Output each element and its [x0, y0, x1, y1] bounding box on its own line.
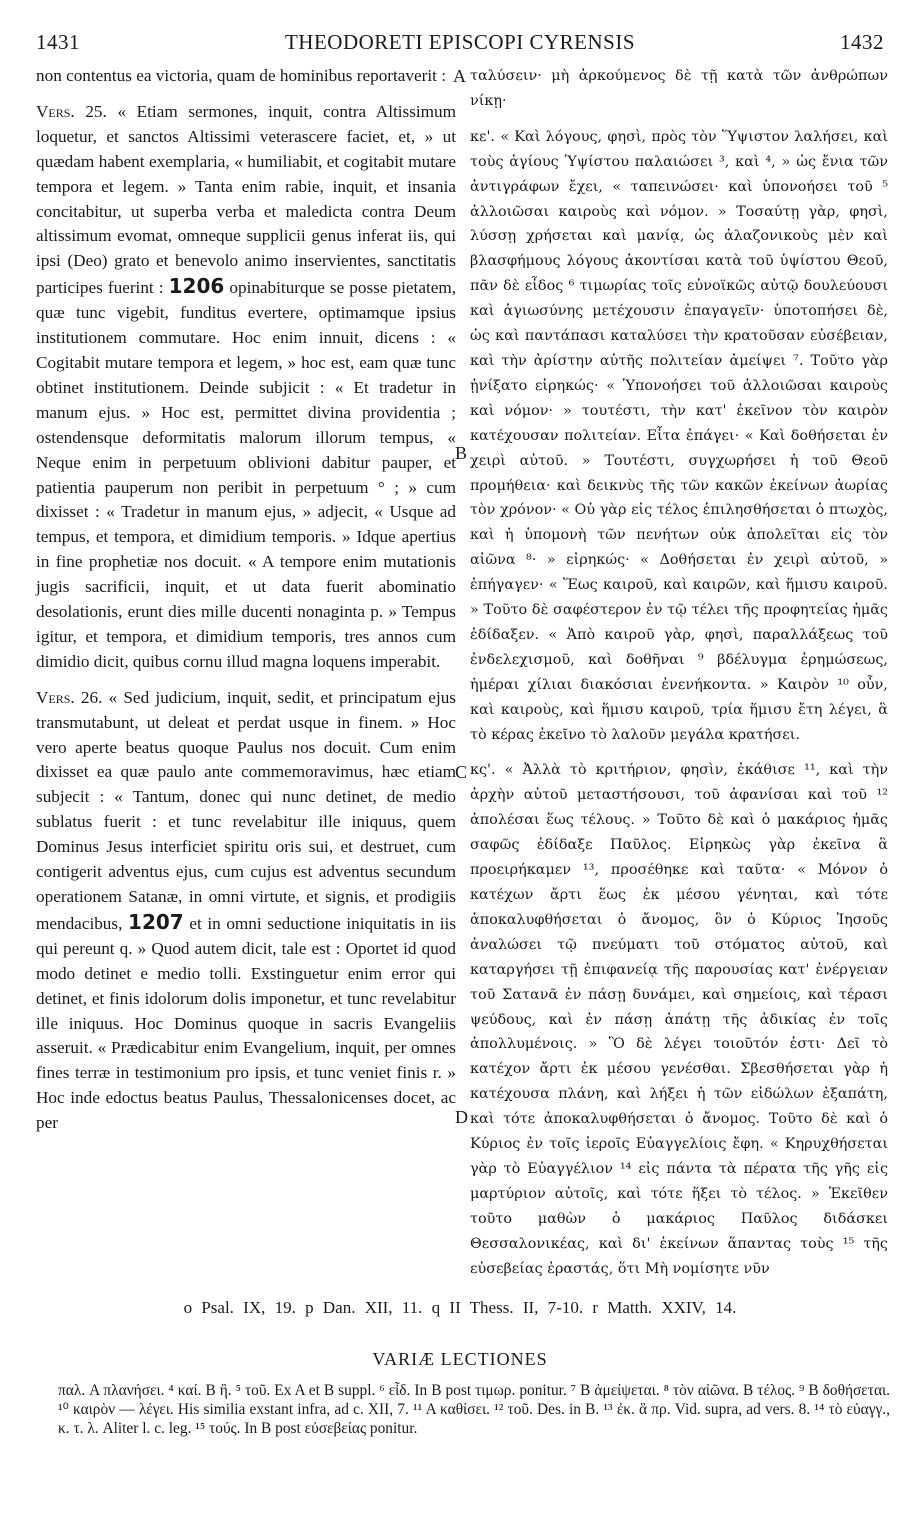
margin-marker-a: A: [453, 66, 466, 86]
right-page-number: 1432: [840, 30, 884, 54]
scripture-footnotes: o Psal. IX, 19. p Dan. XII, 11. q II Thess. II, 7-10. r Matth. XXIV, 14.: [183, 1298, 737, 1317]
greek-paragraph-verse-25: κε'. « Καὶ λόγους, φησὶ, πρὸς τὸν Ὕψιστον λαλήσει, καὶ τοὺς ἁγίους Ὑψίστου παλαιώσει ³, καὶ ⁴, » ὡς ἔνια τῶν ἀντιγράφων ἔχει, « ταπεινώσει· καὶ ὑπονοήσει τοῦ ⁵ ἀλλοιῶσαι καιροὺς καὶ νόμον. » Τοσαύτῃ γὰρ, φησὶ, λύσσῃ χρήσεται καὶ μανίᾳ, ὡς ἀλαζονικοὺς μὲν καὶ βλασφήμους λόγους ἀκοντίσαι κατὰ τοῦ ὑψίστου Θεοῦ, πᾶν δὲ εἶδος ⁶ τιμωρίας τοῖς εὐνοϊκῶς αὐτῷ δουλεύουσι καὶ ἁγιωσύνης μετέχουσιν ἐπαγαγεῖν· ὑποτοπήσει δὲ, ὡς καὶ παντάπασι καταλύσει τὴν κρατοῦσαν εὐσέβειαν, καὶ τὴν ἀρίστην αὐτῆς πολιτείαν ἀμείψει ⁷. Τοῦτο γὰρ ᾐνίξατο εἰρηκώς· « Ὑπονοήσει τοῦ ἀλλοιῶσαι καιροὺς καὶ νόμον· » τουτέστι, τὴν κατ' ἐκεῖνον τὸν καιρὸν κατέχουσαν πολιτείαν. Εἶτα ἐπάγει· « Καὶ δοθήσεται ἐν χειρὶ αὐτοῦ. » Τουτέστι, συγχωρήσει ἡ τοῦ Θεοῦ προμήθεια· καὶ δεικνὺς τῆς τῶν κακῶν ἐκείνων ἀωρίας τὸν χρόνον· « Οὐ γὰρ εἰς τέλος ἐπιλησθήσεται ὁ πτωχὸς, καὶ ἡ ὑπομονὴ τῶν πενήτων οὐκ ἀπολεῖται εἰς τὸν αἰῶνα ⁸· » εἰρηκώς· « Δοθήσεται ἐν χειρὶ αὐτοῦ, » ἐπήγαγεν· « Ἕως καιροῦ, καὶ καιρῶν, καὶ ἥμισυ καιροῦ. » Τοῦτο δὲ σαφέστερον ἐν τῷ τέλει τῆς προφητείας ἡμᾶς ἐδίδαξεν. « Ἀπὸ καιροῦ γὰρ, φησὶ, παραλλάξεως τοῦ ἐνδελεχισμοῦ, καὶ δοθῆναι ⁹ βδέλυγμα ἐρημώσεως, ἡμέραι χίλιαι διακόσιαι ἐνενήκοντα. » Καιρὸν ¹⁰ οὖν, καὶ καιροὺς, καὶ ἥμισυ καιροῦ, τρία ἥμισυ ἔτη λέγει, ἃ τὸ κέρας ἐκεῖνο τὸ λαλοῦν μεγάλα κρατήσει.: [470, 128, 888, 743]
left-page-number: 1431: [36, 30, 80, 54]
greek-paragraph-1: ταλύσειν· μὴ ἀρκούμενος δὲ τῇ κατὰ τῶν ἀνθρώπων νίκῃ·: [470, 68, 888, 109]
greek-column: [470, 64, 888, 1282]
variae-lectiones-text: παλ. A πλανήσει. ⁴ καί. B ἢ. ⁵ τοῦ. Ex A et B suppl. ⁶ εἶδ. In B post τιμωρ. ponitur. ⁷ B ἀμείψεται. ⁸ τὸν αἰῶνα. B τέλος. ⁹ B δοθήσεται. ¹⁰ καιρὸν — λέγει. His similia exstant infra, ad c. XII, 7. ¹¹ A καθίσει. ¹² τοῦ. Des. in B. ¹³ ἐκ. ἃ πρ. Vid. supra, ad vers. 8. ¹⁴ τὸ εὐαγγ., κ. τ. λ. Aliter l. c. leg. ¹⁵ τούς. In B post εὐσεβείας ponitur.: [58, 1382, 890, 1437]
running-title: THEODORETI EPISCOPI CYRENSIS: [284, 30, 636, 54]
margin-marker-c: C: [455, 762, 468, 782]
variae-lectiones-title: VARIÆ LECTIONES: [372, 1349, 548, 1369]
verse-label: Vers. 26.: [36, 687, 103, 707]
latin-paragraph-1: [36, 64, 456, 89]
latin-text: « Sed judicium, inquit, sedit, et principatum ejus transmutabunt, ut deleat et perdat usque in finem. » Hoc vero aperte beatus quoque Paulus nos docuit. Cum enim dixisset ea quæ paulo ante commemoravimus, hæc etiam subjecit : « Tantum, donec qui nunc detinet, de medio sublatus fuerit : et tunc revelabitur ille iniquus, quem Dominus Jesus interficiet spiritu oris sui, et destruet, cum contigerit adventus ejus, cum cujus est adventus secundum operationem Satanæ, in omni virtute, et signis, et prodigiis mendacibus,: [36, 687, 456, 933]
latin-paragraph-verse-25: [36, 100, 456, 675]
greek-paragraph-verse-26: κς'. « Ἀλλὰ τὸ κριτήριον, φησὶν, ἐκάθισε ¹¹, καὶ τὴν ἀρχὴν αὐτοῦ μεταστήσουσι, τοῦ ἀφανίσαι καὶ τοῦ ¹² ἀπολέσαι ἕως τέλους. » Τοῦτο δὲ καὶ ὁ μακάριος ἡμᾶς σαφῶς ἐδίδαξε Παῦλος. Εἰρηκὼς γὰρ ἐκεῖνα ἃ προειρήκαμεν ¹³, προσέθηκε καὶ ταῦτα· « Μόνον ὁ κατέχων ἄρτι ἕως ἐκ μέσου γένηται, καὶ τότε ἀποκαλυφθήσεται ὁ ἄνομος, ὃν ὁ Κύριος Ἰησοῦς ἀναλώσει τῷ πνεύματι τοῦ στόματος αὐτοῦ, καὶ καταργήσει τῇ ἐπιφανείᾳ τῆς παρουσίας κατ' ἐνέργειαν τοῦ Σατανᾶ ἐν πάσῃ δυνάμει, καὶ σημείοις, καὶ τέρασι ψεύδους, καὶ ἐν πάσῃ ἀπάτῃ τῆς ἀδικίας ἐν τοῖς ἀπολλυμένοις. » Ὃ δὲ λέγει τοιοῦτόν ἐστι· Δεῖ τὸ κατέχον ἄρτι ἐκ μέσου γενέσθαι. Σβεσθήσεται γὰρ ἡ κατέχουσα πλάνη, καὶ λήξει ἡ τῶν εἰδώλων ἐξαπάτη, καὶ τότε ἀποκαλυφθήσεται ὁ ἄνομος. Τοῦτο δὲ καὶ ὁ Κύριος ἐν τοῖς ἱεροῖς Εὐαγγελίοις ἔφη. « Κηρυχθήσεται γὰρ τὸ Εὐαγγέλιον ¹⁴ εἰς πάντα τὰ πέρατα τῆς γῆς εἰς μαρτύριον αὐτοῖς, καὶ τότε ἥξει τὸ τέλος. » Ἐκεῖθεν τοῦτο μαθὼν ὁ μακάριος Παῦλος διδάσκει Θεσσαλονικέας, καὶ δι' ἐκείνων ἅπαντας τοὺς ¹⁵ τῆς εὐσεβείας ἐραστάς, ὅτι Μὴ νομίσητε νῦν: [470, 762, 888, 1277]
page-header: [36, 30, 884, 60]
latin-text: « Etiam sermones, inquit, contra Altissimum loquetur, et sanctos Altissimi veterascere faciet, et, » ut quædam habent exemplaria, « humiliabit, et cogitabit mutare tempora et legem. » Tanta enim rabie, inquit, et insania concitabitur, ut superba verba et maledicta contra Deum altissimum evomat, omneque supplicii genus inferat iis, qui ipsi (Deo) grato et benevolo animo inservientes, sanctitatis participes fuerint :: [36, 101, 457, 298]
latin-paragraph-verse-26: [36, 686, 456, 1136]
column-number-1206: 1206: [168, 274, 225, 299]
latin-text: et in omni seductione iniquitatis in iis qui pereunt q. » Quod autem dicit, tale est : Oportet id quod modo detinet e medio tolli. Exstinguetur enim error qui detinet, et finis idolorum dolis imponetur, et tunc revelabitur ille iniquus. Hoc Dominus quoque in sacris Evangeliis asseruit. « Prædicabitur enim Evangelium, inquit, per omnes fines terræ in testimonium pro ipsis, et tunc veniet finis r. » Hoc inde edoctus beatus Paulus, Thessalonicenses docet, ac per: [36, 913, 457, 1133]
margin-marker-b: B: [455, 443, 468, 463]
verse-label: Vers. 25.: [36, 101, 107, 121]
margin-marker-d: D: [455, 1107, 468, 1127]
latin-text: non contentus ea victoria, quam de hominibus reportaverit :: [36, 66, 446, 85]
column-number-1207: 1207: [128, 909, 184, 934]
variae-lectiones: [58, 1381, 890, 1438]
latin-column: [36, 64, 456, 1136]
latin-text: opinabiturque se posse pietatem, quæ tunc vigebit, funditus evertere, optimamque ipsius institutionem commutare. Hoc enim innuit, dicens : « Cogitabit mutare tempora et legem, » hoc est, eam quæ tunc obtinet institutionem. Deinde subjicit : « Et tradetur in manum ejus. » Hoc est, permittet divina providentia ; ostendensque deformitatis malorum illorum tempus, « Neque enim in perpetuum oblivioni dabitur pauper, et patientia pauperum non peribit in perpetuum ° ; » cum dixisset : « Tradetur in manum ejus, » adjecit, « Usque ad tempus, et tempora, et dimidium temporis. » Idque apertius in fine prophetiæ nos docuit. « A tempore enim mutationis jugis sacrificii, inquit, et ut data fuerit abominatio desolationis, erunt dies mille ducenti nonaginta p. » Tempus igitur, et tempora, et dimidium temporis, tres annos cum dimidio dicit, quibus cornu illud magna loquens imperabit.: [36, 278, 457, 671]
